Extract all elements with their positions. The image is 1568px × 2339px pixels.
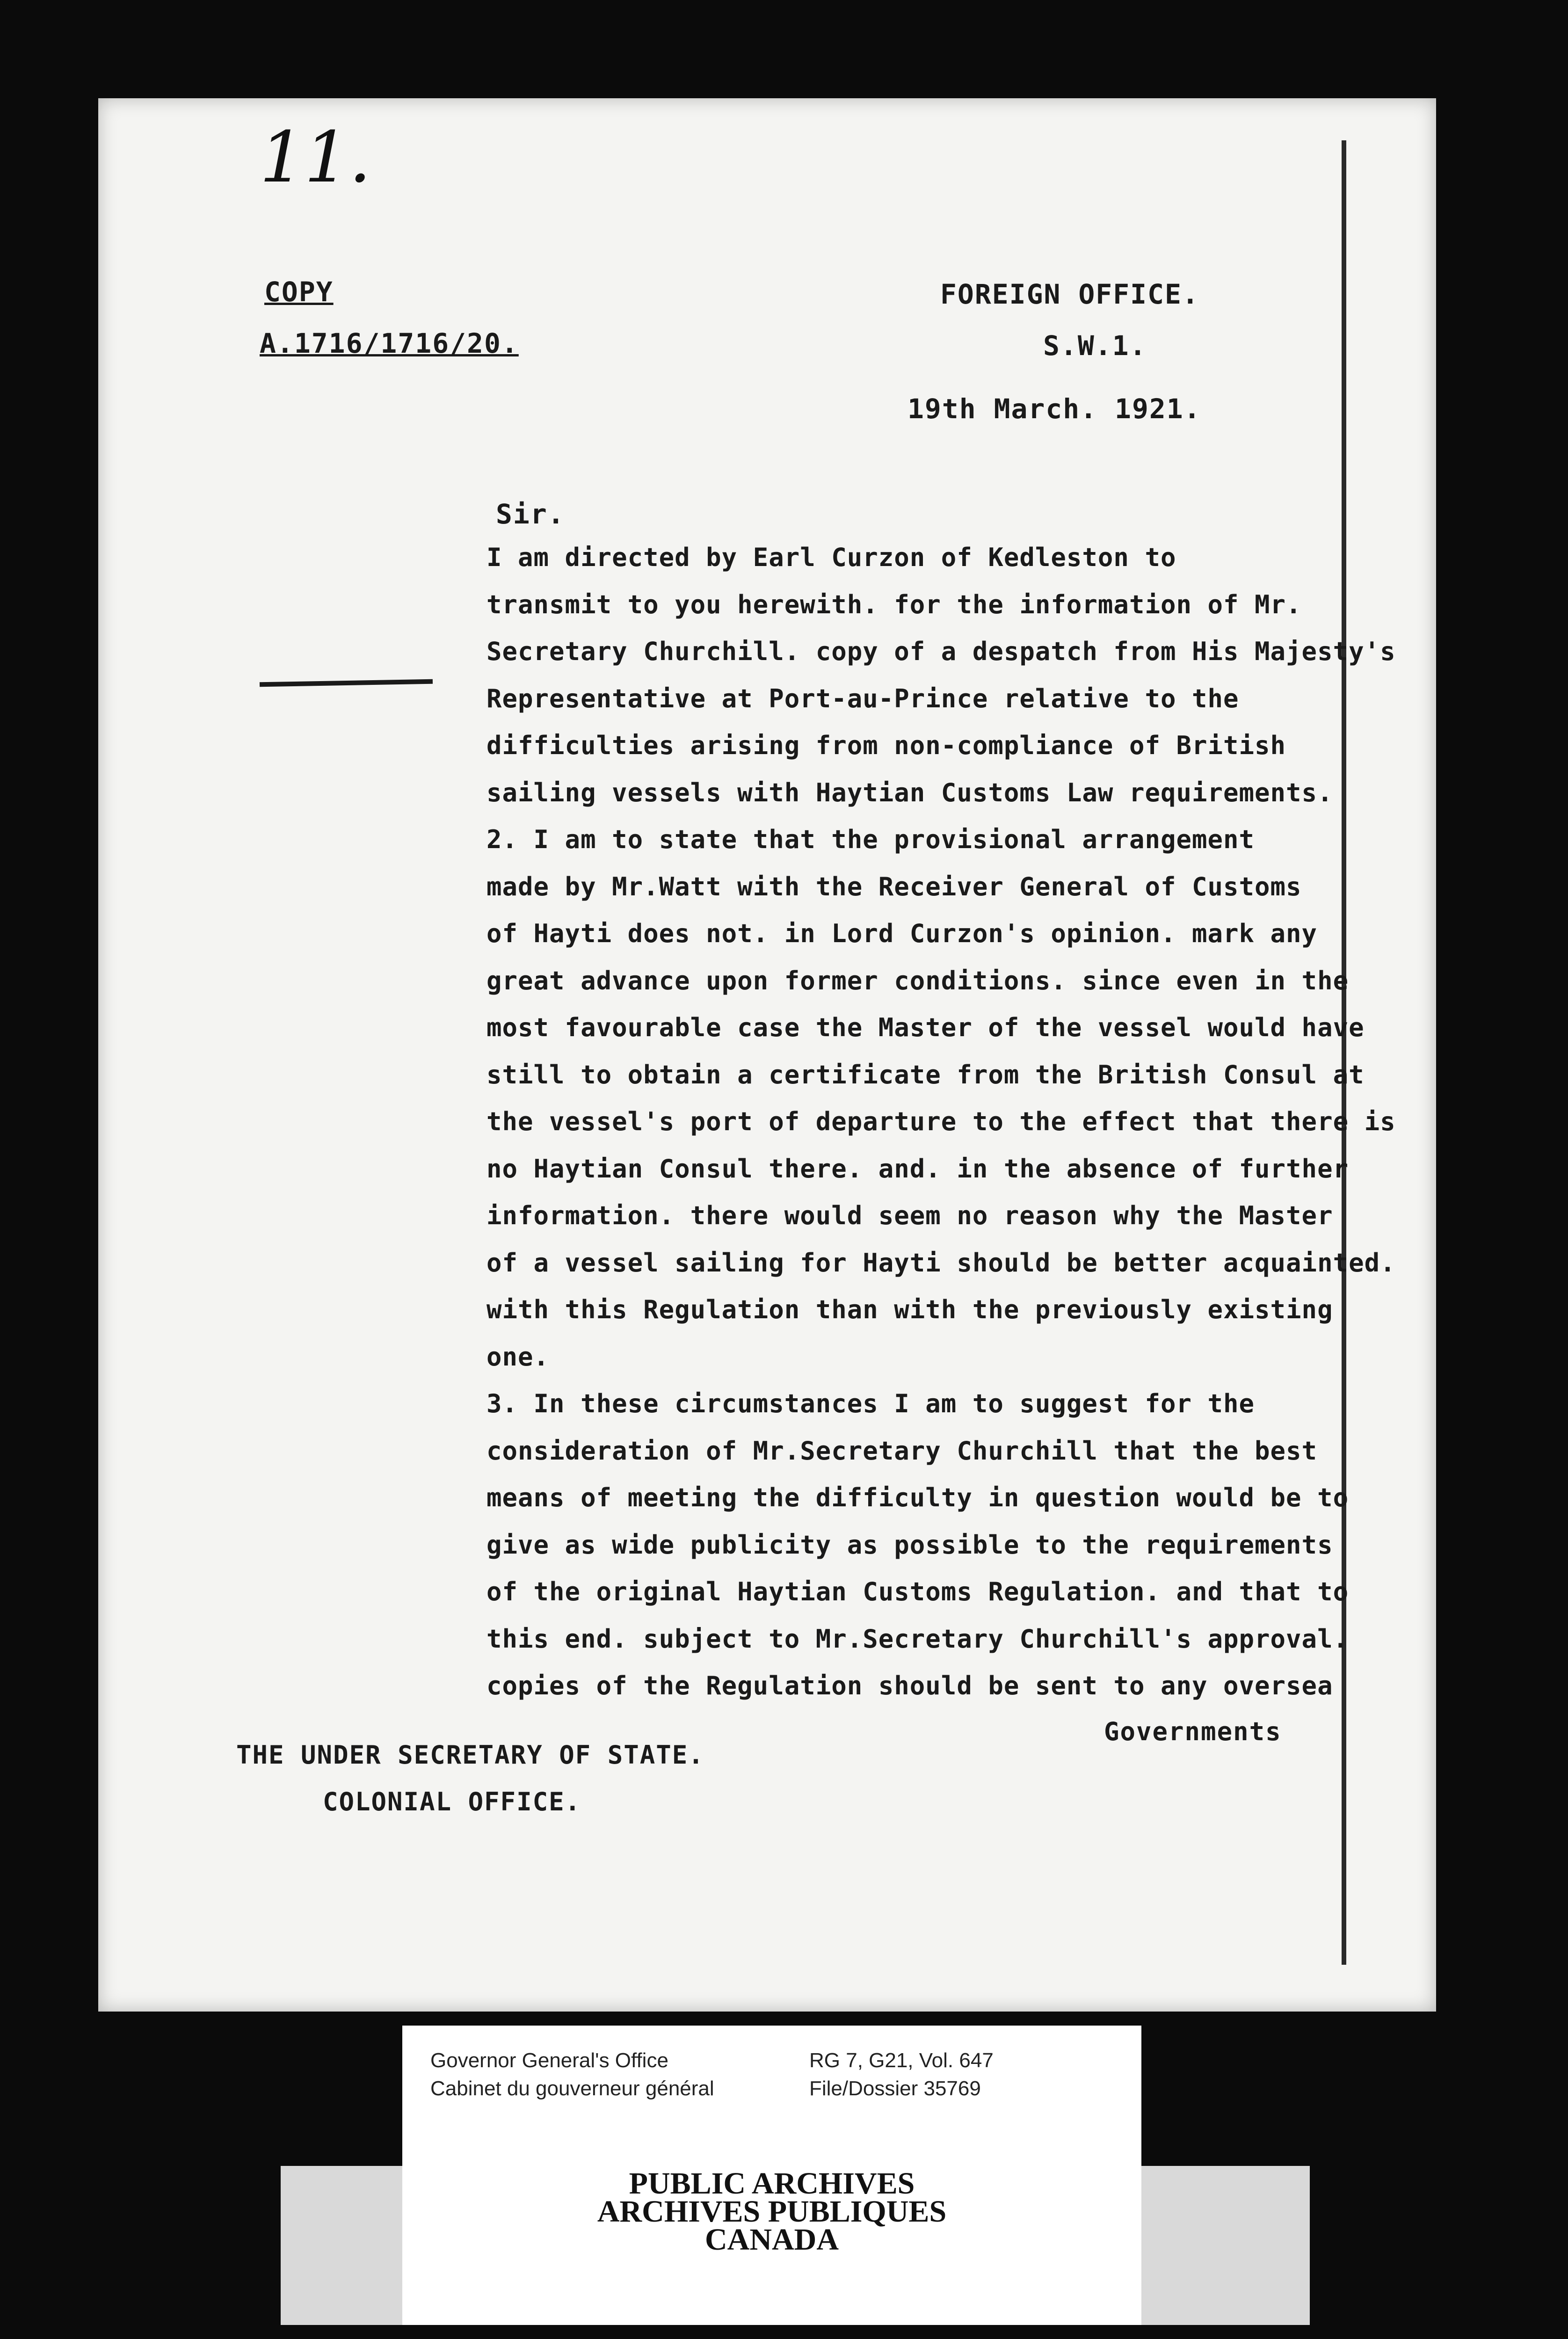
body-line: 3. In these circumstances I am to suggest for the: [486, 1389, 1255, 1418]
archive-office-fr: Cabinet du gouverneur général: [430, 2077, 714, 2100]
sender-office: FOREIGN OFFICE.: [940, 278, 1199, 310]
body-line: with this Regulation than with the previously existing: [486, 1295, 1333, 1324]
page-edge-shadow: [1342, 140, 1346, 1965]
body-line: means of meeting the difficulty in question would be to: [486, 1483, 1349, 1512]
body-line: made by Mr.Watt with the Receiver General of Customs: [486, 872, 1302, 901]
archive-record-group: RG 7, G21, Vol. 647: [809, 2049, 994, 2072]
catchword: Governments: [1104, 1717, 1282, 1746]
body-line: most favourable case the Master of the vessel would have: [486, 1013, 1365, 1042]
handwritten-mark: 11.: [260, 117, 371, 198]
body-line: difficulties arising from non-compliance of British: [486, 731, 1286, 760]
body-line: no Haytian Consul there. and. in the absence of further: [486, 1154, 1349, 1184]
body-line: one.: [486, 1342, 550, 1372]
archive-stamp-line-1: PUBLIC ARCHIVES: [629, 2166, 915, 2201]
archive-stamp-line-3: CANADA: [705, 2223, 839, 2257]
body-line: of Hayti does not. in Lord Curzon's opinion. mark any: [486, 919, 1318, 948]
body-line: Secretary Churchill. copy of a despatch from His Majesty's: [486, 637, 1396, 666]
file-reference: A.1716/1716/20.: [260, 327, 519, 359]
body-line: copies of the Regulation should be sent to any oversea: [486, 1671, 1333, 1700]
archive-file-number: File/Dossier 35769: [809, 2077, 981, 2100]
archive-label: [402, 2026, 1141, 2166]
body-line: still to obtain a certificate from the British Consul at: [486, 1060, 1365, 1090]
letter-date: 19th March. 1921.: [907, 393, 1201, 425]
body-line: sailing vessels with Haytian Customs Law requirements.: [486, 778, 1333, 807]
archive-office-en: Governor General's Office: [430, 2049, 668, 2072]
copy-label: COPY: [264, 276, 334, 308]
body-line: I am directed by Earl Curzon of Kedleston to: [486, 543, 1176, 572]
sender-address: S.W.1.: [1043, 330, 1147, 362]
body-line: transmit to you herewith. for the information of Mr.: [486, 590, 1302, 619]
body-line: of a vessel sailing for Hayti should be better acquainted.: [486, 1248, 1396, 1278]
recipient-title: THE UNDER SECRETARY OF STATE.: [236, 1740, 704, 1770]
salutation: Sir.: [496, 498, 565, 530]
archive-stamp-line-2: ARCHIVES PUBLIQUES: [597, 2194, 947, 2229]
body-line: information. there would seem no reason why the Master: [486, 1201, 1333, 1230]
body-line: great advance upon former conditions. since even in the: [486, 966, 1349, 995]
body-line: Representative at Port-au-Prince relative to the: [486, 684, 1239, 713]
archive-stamp: [402, 2166, 1141, 2325]
body-line: this end. subject to Mr.Secretary Churchill's approval.: [486, 1624, 1349, 1654]
body-line: 2. I am to state that the provisional arrangement: [486, 825, 1255, 854]
recipient-office: COLONIAL OFFICE.: [323, 1787, 581, 1816]
body-line: consideration of Mr.Secretary Churchill that the best: [486, 1436, 1318, 1466]
body-line: give as wide publicity as possible to the requirements: [486, 1530, 1333, 1560]
body-line: the vessel's port of departure to the effect that there is: [486, 1107, 1396, 1136]
body-line: of the original Haytian Customs Regulation. and that to: [486, 1577, 1349, 1606]
